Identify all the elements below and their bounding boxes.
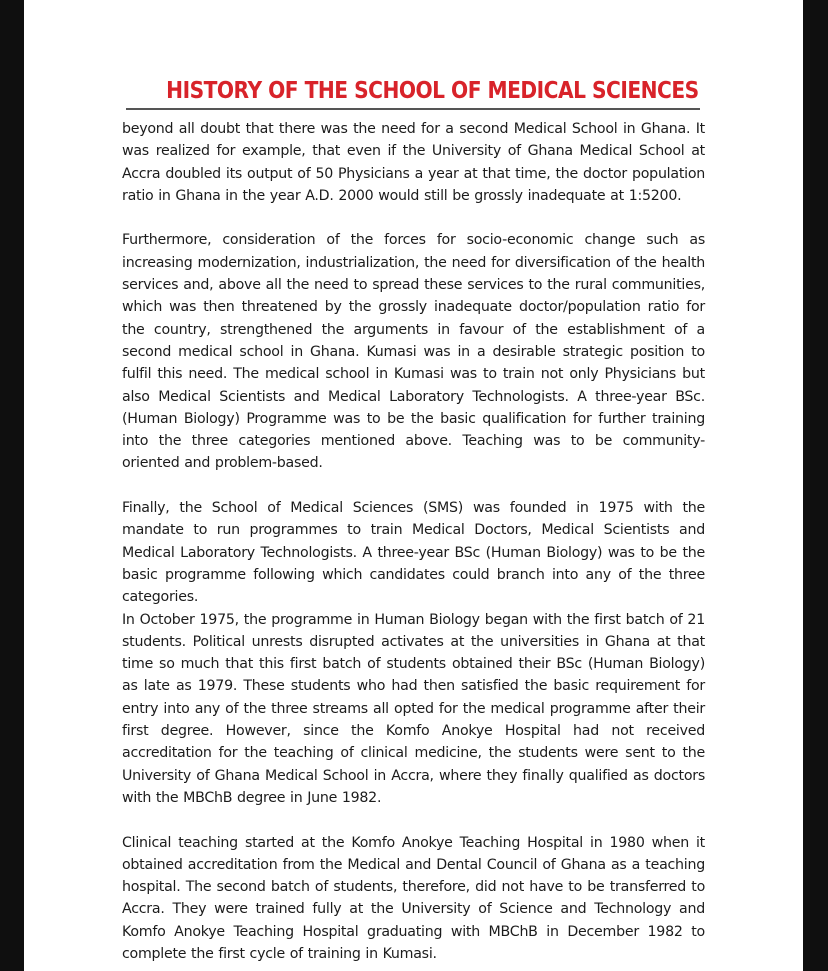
page-title: HISTORY OF THE SCHOOL OF MEDICAL SCIENCES — [166, 76, 699, 104]
document-page — [24, 0, 803, 971]
paragraph-socio-economic-forces: Furthermore, consideration of the forces for socio-economic change such as increasing modernization, industrialization, the need for diversification of the health services and, above all the need to spread these services to the rural communities, which was then threatened by the grossly inadequate doctor/population ratio for the country, strengthened the arguments in favour of the establishment of a second medical school in Ghana. Kumasi was in a desirable strategic position to fulfil this need. The medical school in Kumasi was to train not only Physicians but also Medical Scientists and Medical Laboratory Technologists. A three-year BSc. (Human Biology) Programme was to be the basic qualification for further training into the three categories mentioned above. Teaching was to be community-oriented and problem-based. — [122, 232, 705, 472]
paragraph-need-for-school: beyond all doubt that there was the need for a second Medical School in Ghana. It was realized for example, that even if the University of Ghana Medical School at Accra doubled its output of 50 Physicians a year at that time, the doctor population ratio in Ghana in the year A.D. 2000 would still be grossly inadequate at 1:5200. — [122, 121, 705, 204]
paragraph-clinical-teaching: Clinical teaching started at the Komfo Anokye Teaching Hospital in 1980 when it obtained accreditation from the Medical and Dental Council of Ghana as a teaching hospital. The second batch of students, therefore, did not have to be transferred to Accra. They were trained fully at the University of Science and Technology and Komfo Anokye Teaching Hospital graduating with MBChB in December 1982 to complete the first cycle of training in Kumasi. — [122, 834, 705, 962]
paragraph-founding-1975: Finally, the School of Medical Sciences (SMS) was founded in 1975 with the mandate to run programmes to train Medical Doctors, Medical Scientists and Medical Laboratory Technologists. A three-year BSc (Human Biology) was to be the basic programme following which candidates could branch into any of the three categories. — [122, 500, 705, 606]
title-underline — [126, 108, 700, 110]
body-text — [122, 118, 705, 965]
paragraph-first-batch: In October 1975, the programme in Human Biology began with the first batch of 21 students. Political unrests disrupted activates at the universities in Ghana at that time so much that this first batch of students obtained their BSc (Human Biology) as late as 1979. These students who had then satisfied the basic requirement for entry into any of the three streams all opted for the medical programme after their first degree. However, since the Komfo Anokye Hospital had not received accreditation for the teaching of clinical medicine, the students were sent to the University of Ghana Medical School in Accra, where they finally qualified as doctors with the MBChB degree in June 1982. — [122, 611, 705, 806]
